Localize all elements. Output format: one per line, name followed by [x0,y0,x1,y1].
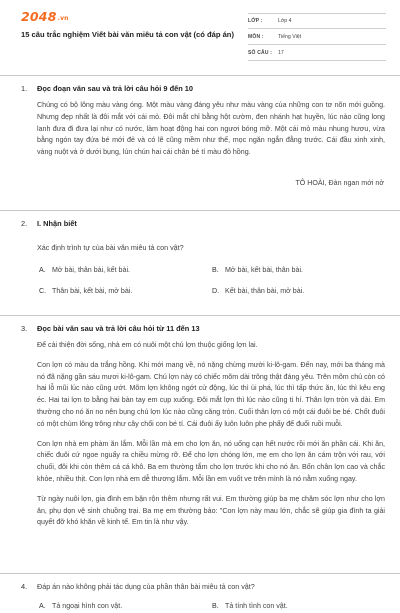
choice-a[interactable] [39,602,122,610]
logo-text: 2048 [21,9,57,24]
choice-text: Mở bài, thân bài, kết bài. [52,266,130,274]
question-1 [0,75,400,210]
question-prompt: Xác định trình tự của bài văn miêu tả con vật? [37,243,184,252]
question-title: I. Nhận biết [37,219,77,228]
logo-suffix: .vn [57,15,69,22]
choice-text: Tả tính tình con vật. [225,602,288,610]
meta-value: 17 [278,49,284,56]
choice-text: Tả ngoại hình con vật. [52,602,123,610]
passage-paragraph: Để cải thiện đời sống, nhà em có nuôi một chú lợn thuộc giống lợn lai. [37,341,258,349]
passage-source: TÔ HOÀI, Đàn ngan mới nở [295,179,384,187]
meta-label: LỚP : [248,18,263,24]
meta-row-subject [248,29,386,45]
choice-b[interactable] [212,266,303,274]
question-number: 3. [21,324,28,333]
passage-paragraph: Con lợn có màu da trắng hồng. Khi mới mang về, nó nặng chừng mười ki-lô-gam. Đến nay, mới ba tháng mà nó đã nặng gần sáu mươi ki-lô-gam. Chú lợn này có chiếc mõm dài trông thật đáng yêu. Trên mõm chú còn có hai lỗ mũi lúc nào cũng ướt. Mõm lợn không ngớt cử động, lúc thì ủi phá, lúc thì tấp thức ăn, lúc thì kêu eng éc. Hai tai lợn to bằng hai bàn tay em cụp xuống. Đôi mắt lợn thì lúc nào cũng ti hí. Thân lợn tròn và dài. Em thường cho nó ăn no nên bụng chú lợn lúc nào cũng căng tròn. Cuối thân lợn có một cái đuôi be bé. Chốt đuôi có một chùm lông trông như cây chổi con bé tí. Cái đuôi ấy luôn luôn phe phẩy để đuổi ruồi muỗi. [37,360,385,428]
question-number: 2. [21,219,28,228]
question-prompt: Đáp án nào không phải tác dụng của phần thân bài miêu tả con vật? [37,582,255,591]
choice-letter: B. [212,266,219,274]
question-4 [0,573,400,613]
choice-letter: B. [212,602,219,610]
reading-passage [37,340,385,537]
question-title: Đọc bài văn sau và trả lời câu hỏi từ 11 đến 13 [37,324,200,333]
passage-paragraph: Từ ngày nuôi lợn, gia đình em bận rộn thêm nhưng rất vui. Em thường giúp ba mẹ chăm sóc lợn như cho lợn ăn, phụ dọn vệ sinh chuồng trại. Ba mẹ em thường bảo: "Con lợn này mau lớn, chắc sẽ giúp gia đình ta giải quyết đỡ khó khăn về kinh tế. Em tin là như vậy. [37,494,385,527]
choice-letter: C. [39,287,47,295]
choice-text: Mở bài, kết bài, thân bài. [225,266,303,274]
meta-row-class [248,13,386,29]
site-logo[interactable] [21,9,69,24]
question-3 [0,315,400,573]
document-header [0,0,400,62]
choice-letter: D. [212,287,220,295]
meta-row-count [248,45,386,61]
meta-value: Lớp 4 [278,18,292,24]
meta-label: MÔN : [248,33,264,40]
meta-label: SỐ CÂU : [248,49,273,56]
choice-text: Thân bài, kết bài, mở bài. [52,287,133,295]
choice-letter: A. [39,266,46,274]
choice-b[interactable] [212,602,288,610]
question-list [0,75,400,613]
choice-d[interactable] [212,287,304,295]
question-number: 1. [21,84,28,93]
question-title: Đọc đoạn văn sau và trả lời câu hỏi 9 đến 10 [37,84,193,93]
passage-paragraph: Con lợn nhà em phàm ăn lắm. Mỗi lần mà em cho lợn ăn, nó uống cạn hết nước rồi mới ăn phần cái. Khi ăn, chiếc đuôi cứ ngoe nguẩy ra chiều mừng rỡ. Để cho lợn chóng lớn, mẹ em cho lợn ăn cám trộn với rau, với chuối, đôi khi còn thêm cá cá khô. Ba em thường tắm cho lợn trước khi cho nó ăn. Bốn chân lợn cao và chắc khỏe, nhiều thịt. Con lợn nhà em dễ thương lắm. Mỗi lần em vuốt ve trên mình là nó nằm xuống ngay. [37,439,385,483]
document-title: 15 câu trắc nghiệm Viết bài văn miêu tả con vật (có đáp án) [21,30,234,39]
question-number: 4. [21,582,28,591]
choice-text: Kết bài, thân bài, mở bài. [225,287,305,295]
choice-c[interactable] [39,287,132,295]
meta-value: Tiếng Việt [278,33,302,40]
reading-passage [37,100,385,167]
choice-letter: A. [39,602,46,610]
choice-a[interactable] [39,266,130,274]
question-2 [0,210,400,315]
meta-table [248,13,386,61]
passage-paragraph: Chúng có bộ lông màu vàng óng. Một màu vàng đáng yêu như màu vàng của những con tơ nõn mới guồng. Nhưng đẹp nhất là đôi mắt với cái mỏ. Đôi mắt chỉ bằng hột cườm, đen nhánh hạt huyền, lúc nào cũng long lanh đưa đi đưa lại như có nước, làm hoạt động hai con ngươi bóng mỡ. Một cái mỏ màu nhung hươu, vừa bằng ngón tay đứa bé mới đẻ và có lẽ cũng mềm như thế, mọc ngăn ngắn đằng trước. Cái đầu xinh xinh, vàng nuột và ở dưới bụng, lún chún hai cái chân bé tí màu đỏ hồng. [37,101,385,157]
